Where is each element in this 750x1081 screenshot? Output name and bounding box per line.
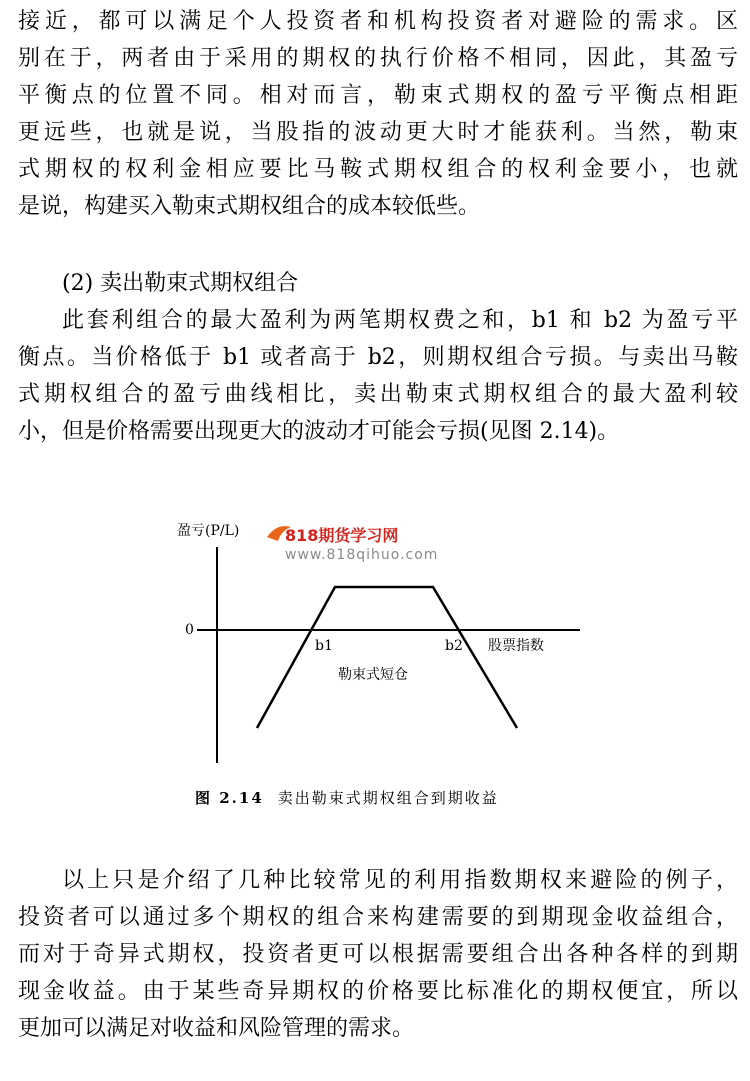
text-line: 衡点。当价格低于 b1 或者高于 b2，则期权组合亏损。与卖出马鞍 bbox=[18, 345, 738, 370]
x-axis-label: 股票指数 bbox=[488, 638, 544, 654]
text-line: 别在于，两者由于采用的期权的执行价格不相同，因此，其盈亏 bbox=[18, 46, 738, 71]
text-line: 是说，构建买入勒束式期权组合的成本较低些。 bbox=[18, 194, 481, 219]
curve-label: 勒束式短仓 bbox=[338, 667, 408, 683]
y-axis-label: 盈亏(P/L) bbox=[177, 523, 240, 539]
watermark-title: 818期货学习网 bbox=[285, 526, 399, 545]
text-line: 而对于奇异式期权，投资者更可以根据需要组合出各种各样的到期 bbox=[18, 942, 738, 967]
watermark-url: www.818qihuo.com bbox=[285, 547, 439, 563]
payoff-figure bbox=[175, 515, 585, 780]
text-line: 更远些，也就是说，当股指的波动更大时才能获利。当然，勒束 bbox=[18, 120, 738, 145]
text-line: 平衡点的位置不同。相对而言，勒束式期权的盈亏平衡点相距 bbox=[18, 83, 738, 108]
text-line: 投资者可以通过多个期权的组合来构建需要的到期现金收益组合， bbox=[18, 905, 738, 930]
text-line: 式期权的权利金相应要比马鞍式期权组合的权利金要小，也就 bbox=[18, 157, 738, 182]
text-line: 接近，都可以满足个人投资者和机构投资者对避险的需求。区 bbox=[18, 9, 738, 34]
subheading: (2) 卖出勒束式期权组合 bbox=[62, 271, 299, 296]
caption-number: 图 2.14 bbox=[195, 789, 264, 807]
text-line: 式期权组合的盈亏曲线相比，卖出勒束式期权组合的最大盈利较 bbox=[18, 382, 738, 407]
text-line: 小，但是价格需要出现更大的波动才可能会亏损(见图 2.14)。 bbox=[18, 419, 620, 444]
text-line: 以上只是介绍了几种比较常见的利用指数期权来避险的例子， bbox=[62, 868, 738, 893]
zero-label: 0 bbox=[185, 622, 194, 638]
text-line: 现金收益。由于某些奇异期权的价格要比标准化的期权便宜，所以 bbox=[18, 979, 738, 1004]
paragraph-2 bbox=[18, 302, 738, 450]
payoff-curve bbox=[257, 587, 517, 728]
paragraph-3 bbox=[18, 862, 738, 1047]
b1-label: b1 bbox=[315, 638, 333, 654]
b2-label: b2 bbox=[445, 638, 463, 654]
caption-text: 卖出勒束式期权组合到期收益 bbox=[277, 789, 499, 807]
text-line: 此套利组合的最大盈利为两笔期权费之和，b1 和 b2 为盈亏平 bbox=[62, 308, 738, 333]
text-line: 更加可以满足对收益和风险管理的需求。 bbox=[18, 1016, 415, 1041]
figure-caption bbox=[195, 787, 499, 808]
paragraph-1 bbox=[18, 3, 738, 225]
